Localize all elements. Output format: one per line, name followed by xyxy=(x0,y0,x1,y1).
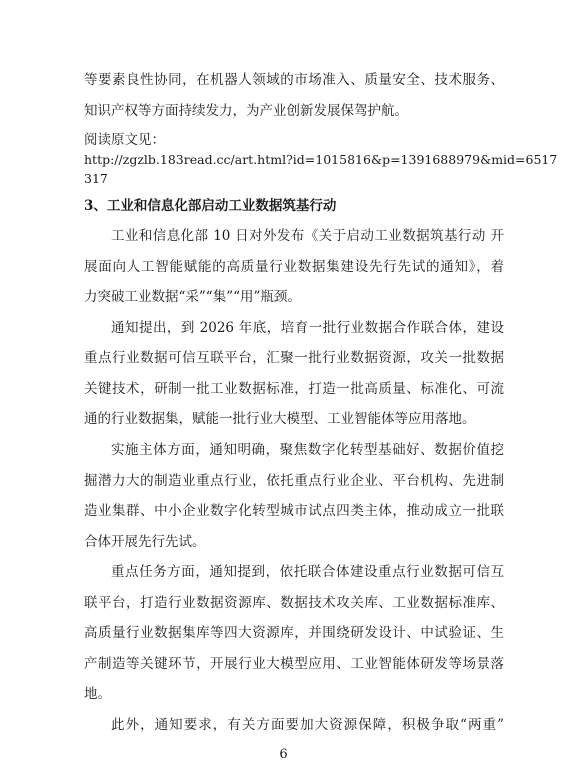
section-heading: 3、工业和信息化部启动工业数据筑基行动 xyxy=(84,198,337,214)
paragraph-line: 工业和信息化部 10 日对外发布《关于启动工业数据筑基行动 开 xyxy=(111,228,504,244)
paragraph-line: 实施主体方面，通知明确，聚焦数字化转型基础好、数据价值挖 xyxy=(111,442,504,458)
paragraph-line: 产制造等关键环节，开展行业大模型应用、工业智能体研发等场景落 xyxy=(84,656,504,672)
source-url-link-continued[interactable]: 317 xyxy=(84,171,108,186)
paragraph-line: 造业集群、中小企业数字化转型城市试点四类主体，推动成立一批联 xyxy=(84,503,504,519)
paragraph-line: 重点任务方面，通知提到，依托联合体建设重点行业数据可信互 xyxy=(111,564,504,580)
paragraph-line: 关键技术，研制一批工业数据标准，打造一批高质量、标准化、可流 xyxy=(84,381,504,397)
page-number: 6 xyxy=(279,747,288,762)
paragraph-line: 掘潜力大的制造业重点行业，依托重点行业企业、平台机构、先进制 xyxy=(84,473,504,489)
source-url-link[interactable]: http://zgzlb.183read.cc/art.html?id=1015816&p=1391688979&mid=6517 xyxy=(84,152,558,167)
paragraph-line: 展面向人工智能赋能的高质量行业数据集建设先行先试的通知》，着 xyxy=(84,259,504,275)
paragraph-line: 重点行业数据可信互联平台，汇聚一批行业数据资源，攻关一批数据 xyxy=(84,350,504,366)
paragraph-line: 合体开展先行先试。 xyxy=(84,534,206,550)
body-text-line: 等要素良性协同，在机器人领域的市场准入、质量安全、技术服务、 xyxy=(84,72,504,88)
paragraph-line: 通的行业数据集，赋能一批行业大模型、工业智能体等应用落地。 xyxy=(84,411,476,427)
body-text-line: 知识产权等方面持续发力，为产业创新发展保驾护航。 xyxy=(84,103,408,119)
paragraph-line: 地。 xyxy=(84,686,111,702)
paragraph-line: 联平台，打造行业数据资源库、数据技术攻关库、工业数据标准库、 xyxy=(84,595,504,611)
paragraph-line: 通知提出，到 2026 年底，培育一批行业数据合作联合体，建设 xyxy=(111,320,504,336)
paragraph-line: 此外，通知要求，有关方面要加大资源保障，积极争取“两重” xyxy=(111,717,504,733)
paragraph-line: 力突破工业数据“采”“集”“用”瓶颈。 xyxy=(84,289,301,305)
paragraph-line: 高质量行业数据集库等四大资源库，并围绕研发设计、中试验证、生 xyxy=(84,625,504,641)
source-label: 阅读原文见： xyxy=(84,132,165,148)
